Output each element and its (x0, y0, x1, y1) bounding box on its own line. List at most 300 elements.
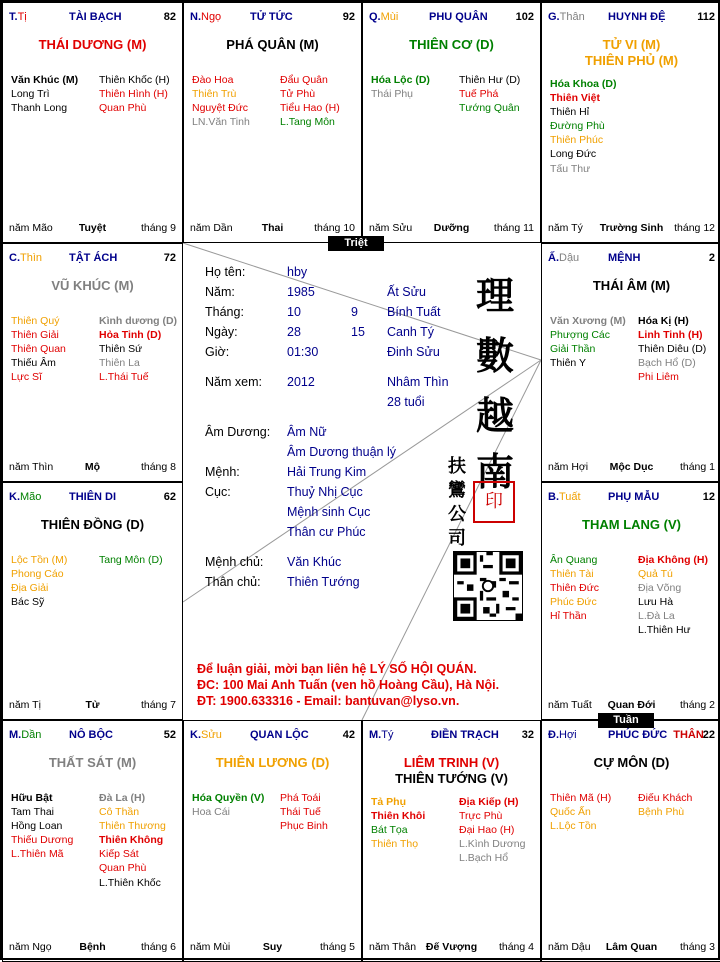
palace-header (369, 729, 534, 743)
palace-number: 42 (342, 729, 355, 741)
minor-star: Tử Phù (280, 88, 316, 101)
minor-star: Tang Môn (D) (99, 554, 163, 566)
main-star: VŨ KHÚC (M) (51, 278, 134, 293)
palace-header (9, 491, 176, 505)
main-star: THIÊN ĐỒNG (D) (40, 517, 145, 532)
star-column-left (11, 791, 73, 861)
footer-stage: Lâm Quan (605, 941, 658, 953)
palace-footer (9, 941, 176, 955)
year-solar: 1985 (287, 285, 315, 299)
star-column-left (550, 314, 626, 370)
star-column-left (550, 77, 617, 176)
palace-phúc-đức[interactable] (541, 720, 720, 962)
footer-stage: Thai (261, 222, 284, 234)
minor-star: Bát Tọa (371, 824, 408, 837)
name-label: Họ tên: (205, 265, 246, 279)
palace-huynh-đệ[interactable] (541, 2, 720, 243)
palace-tử-tức[interactable] (183, 2, 362, 243)
star-column-left (11, 314, 66, 384)
star-column-left (550, 791, 611, 833)
footer-stage: Bệnh (79, 941, 106, 953)
minor-star: L.Thiên Hư (638, 624, 691, 637)
star-column-left (192, 73, 250, 129)
minor-star: Địa Kiếp (H) (459, 796, 519, 808)
minor-star: Hỏa Tinh (D) (99, 329, 162, 342)
minor-star: Thiên Sứ (99, 343, 143, 356)
palace-number: 2 (708, 252, 715, 264)
palace-footer (190, 222, 355, 236)
minor-star: Địa Không (H) (638, 554, 708, 566)
minor-star: Đường Phù (550, 120, 605, 133)
minor-star: Thiên Phúc (550, 134, 604, 147)
minor-star: Tướng Quân (459, 102, 520, 115)
minor-star: Thiên Quý (11, 315, 60, 327)
minor-star: Văn Khúc (M) (11, 74, 79, 86)
main-star: THÁI ÂM (M) (592, 278, 671, 293)
menhchu-label: Mệnh chủ: (205, 555, 264, 569)
footer-year: năm Tuất (548, 699, 592, 711)
palace-name: TÀI BẠCH (69, 11, 122, 23)
palace-footer (369, 222, 534, 236)
branch-label: T.Tị (9, 11, 27, 23)
palace-name: PHỤ MẪU (608, 491, 660, 503)
minor-star: Hồng Loan (11, 820, 63, 833)
minor-star: Hỉ Thần (550, 610, 587, 623)
minor-star: Hoa Cái (192, 806, 230, 819)
palace-footer (9, 699, 176, 713)
contact-line-2: ĐC: 100 Mai Anh Tuấn (ven hồ Hoàng Cầu), Hà Nội. (197, 678, 500, 692)
minor-star: Thiên Tài (550, 568, 594, 581)
minor-star: Kiếp Sát (99, 848, 139, 861)
footer-month: tháng 8 (140, 461, 176, 473)
main-star: PHÁ QUÂN (M) (226, 37, 319, 52)
main-stars (3, 755, 182, 771)
minor-star: Văn Xương (M) (550, 315, 626, 327)
minor-star: Thiên Quan (11, 343, 66, 356)
palace-header (190, 11, 355, 25)
star-column-right (280, 73, 340, 129)
star-column-left (192, 791, 264, 819)
minor-star: Kình dương (D) (99, 315, 178, 327)
footer-year: năm Tị (9, 699, 41, 711)
small-calli-char: 司 (448, 528, 466, 549)
palace-header (190, 729, 355, 743)
minor-star: L.Thái Tuế (99, 371, 149, 384)
minor-star: Lực Sĩ (11, 371, 42, 384)
main-stars (363, 37, 540, 53)
minor-star: LN.Văn Tinh (192, 116, 250, 129)
footer-year: năm Ngọ (9, 941, 52, 953)
minor-star: Tuế Phá (459, 88, 499, 101)
cuc-value: Thuỷ Nhị Cục (287, 485, 363, 499)
palace-header (9, 252, 176, 266)
star-column-right (638, 314, 706, 384)
branch-label: C.Thìn (9, 252, 43, 264)
main-stars (542, 517, 720, 533)
palace-number: 112 (697, 11, 715, 23)
minor-star: Nguyệt Đức (192, 102, 249, 115)
footer-year: năm Dậu (548, 941, 591, 953)
branch-label: M.Tý (369, 729, 394, 741)
footer-year: năm Dần (190, 222, 233, 234)
palace-number: 22 (702, 729, 715, 741)
minor-star: Thiên Hỉ (550, 106, 590, 119)
small-calli-char: 扶 (448, 456, 466, 477)
minor-star: Thiên Mã (H) (550, 792, 612, 804)
palace-number: 62 (163, 491, 176, 503)
minor-star: L.Kình Dương (459, 838, 526, 851)
minor-star: Đà La (H) (99, 792, 146, 804)
minor-star: Thiên Thương (99, 820, 166, 833)
minor-star: Thiên Thọ (371, 838, 419, 851)
palace-phụ-mẫu[interactable] (541, 482, 720, 720)
palace-footer (548, 222, 715, 236)
minor-star: Thiên Hình (H) (99, 88, 168, 101)
star-column-right (638, 553, 708, 638)
minor-star: Giải Thần (550, 343, 596, 356)
palace-name: NÔ BỘC (69, 729, 113, 741)
palace-name: MỆNH (608, 252, 641, 264)
footer-month: tháng 6 (140, 941, 176, 953)
month-solar: 10 (287, 305, 301, 319)
minor-star: Linh Tinh (H) (638, 329, 703, 342)
palace-điền-trạch[interactable] (362, 720, 541, 962)
cuc-label: Cục: (205, 485, 231, 499)
footer-month: tháng 4 (498, 941, 534, 953)
day-lunar: 15 (351, 325, 365, 339)
small-calli-char: 公 (448, 504, 466, 525)
minor-star: Hóa Lộc (D) (371, 74, 430, 86)
footer-stage: Mộ (84, 461, 101, 473)
footer-month: tháng 10 (314, 222, 355, 234)
palace-footer (548, 461, 715, 475)
calligraphy-char: 越 (475, 393, 514, 438)
palace-number: 72 (163, 252, 176, 264)
minor-star: Thiên Diêu (D) (638, 343, 707, 356)
minor-star: Thiếu Âm (11, 357, 56, 370)
calligraphy-char: 南 (475, 449, 514, 494)
main-star: LIÊM TRINH (V) (403, 755, 500, 770)
minor-star: Thiên Việt (550, 92, 600, 105)
main-stars (542, 278, 720, 294)
minor-star: L.Thiên Khốc (99, 876, 161, 889)
main-star: THẤT SÁT (M) (48, 755, 137, 770)
branch-label: K.Mão (9, 491, 42, 503)
minor-star: Thiếu Dương (11, 834, 74, 847)
thanchu-label: Thân chủ: (205, 575, 261, 589)
minor-star: Địa Võng (638, 582, 682, 595)
minor-star: Phi Liêm (638, 371, 679, 384)
palace-header (548, 491, 715, 505)
footer-stage: Tử (85, 699, 100, 711)
minor-star: Thái Tuế (280, 806, 321, 819)
minor-star: Quốc Ấn (550, 806, 591, 819)
minor-star: Thiên La (99, 357, 140, 370)
main-stars (184, 755, 361, 771)
minor-star: Thiên Khốc (H) (99, 74, 170, 86)
minor-star: Phá Toái (280, 792, 321, 804)
main-star: THÁI DƯƠNG (M) (38, 37, 147, 52)
palace-tật-ách[interactable] (2, 243, 183, 482)
minor-star: Bác Sỹ (11, 596, 45, 609)
minor-star: Tiểu Hao (H) (280, 102, 340, 115)
minor-star: Tam Thai (11, 806, 54, 819)
qr-code[interactable] (453, 551, 523, 621)
minor-star: Phúc Đức (550, 596, 597, 609)
triet-marker: Triệt (328, 236, 384, 251)
star-column-right (99, 791, 166, 890)
hour-can: Đinh Sửu (387, 345, 440, 359)
amduong-label: Âm Dương: (205, 425, 271, 439)
amduong-value2: Âm Dương thuận lý (287, 445, 396, 459)
contact-line-3[interactable]: ĐT: 1900.633316 - Email: bantuvan@lyso.vn. (197, 694, 460, 708)
star-column-right (280, 791, 328, 833)
palace-footer (9, 222, 176, 236)
minor-star: Thiên Y (550, 357, 586, 370)
contact-line-1: Để luận giải, mời bạn liên hệ LÝ SỐ HỘI QUÁN. (197, 662, 477, 676)
small-calli-char: 鸞 (448, 480, 466, 501)
footer-stage: Suy (262, 941, 283, 953)
day-label: Ngày: (205, 325, 238, 339)
star-column-left (11, 553, 67, 609)
thanchu-value: Thiên Tướng (287, 575, 360, 589)
footer-year: năm Mùi (190, 941, 231, 953)
minor-star: L.Tang Môn (280, 116, 335, 129)
branch-label: Ấ.Dậu (548, 252, 580, 264)
menhchu-value: Văn Khúc (287, 555, 342, 569)
palace-name: HUYNH ĐỆ (608, 11, 666, 23)
minor-star: Thiên Khôi (371, 810, 426, 823)
star-column-right (99, 553, 163, 567)
palace-number: 12 (702, 491, 715, 503)
footer-year: năm Hợi (548, 461, 589, 473)
minor-star: Thái Phụ (371, 88, 414, 101)
view-year-label: Năm xem: (205, 375, 262, 389)
minor-star: Long Đức (550, 148, 597, 161)
footer-month: tháng 3 (679, 941, 715, 953)
minor-star: Hữu Bật (11, 792, 53, 804)
palace-name: ĐIỀN TRẠCH (431, 729, 499, 741)
footer-month: tháng 5 (319, 941, 355, 953)
footer-stage: Đế Vượng (425, 941, 478, 953)
footer-stage: Trường Sinh (599, 222, 664, 234)
footer-month: tháng 7 (140, 699, 176, 711)
palace-tài-bạch[interactable] (2, 2, 183, 243)
minor-star: Địa Giải (11, 582, 49, 595)
minor-star: Cô Thần (99, 806, 140, 819)
star-column-left (371, 795, 425, 851)
day-can: Canh Tý (387, 325, 435, 339)
menh-value: Hải Trung Kim (287, 465, 367, 479)
minor-star: Phục Binh (280, 820, 328, 833)
main-star: CỰ MÔN (D) (593, 755, 670, 770)
palace-name: QUAN LỘC (250, 729, 309, 741)
minor-star: Bạch Hổ (D) (638, 357, 696, 370)
palace-name: TỬ TỨC (250, 11, 293, 23)
footer-year: năm Mão (9, 222, 53, 234)
footer-month: tháng 11 (493, 222, 534, 234)
main-stars (542, 37, 720, 69)
palace-number: 82 (163, 11, 176, 23)
calligraphy-char: 數 (475, 333, 514, 378)
branch-label: M.Dần (9, 729, 42, 741)
age: 28 tuổi (387, 395, 425, 409)
main-star: THIÊN LƯƠNG (D) (215, 755, 330, 770)
main-star: THIÊN TƯỚNG (V) (395, 771, 508, 786)
minor-star: Điếu Khách (638, 792, 693, 804)
minor-star: Lưu Hà (638, 596, 674, 609)
minor-star: Ân Quang (550, 554, 598, 566)
minor-star: L.Bạch Hổ (459, 852, 509, 865)
main-star: THIÊN PHỦ (M) (584, 53, 679, 68)
footer-year: năm Thân (369, 941, 417, 953)
star-column-left (371, 73, 430, 101)
calligraphy-char: 理 (475, 273, 514, 318)
palace-number: 92 (342, 11, 355, 23)
minor-star: Thiên Không (99, 834, 164, 847)
red-seal: 印 (473, 481, 515, 523)
minor-star: Quả Tú (638, 568, 673, 581)
branch-label: G.Thân (548, 11, 585, 23)
star-column-right (99, 314, 177, 384)
palace-mệnh[interactable] (541, 243, 720, 482)
star-column-right (638, 791, 692, 819)
name-value: hby (287, 265, 308, 279)
minor-star: Quan Phù (99, 862, 147, 875)
palace-header (369, 11, 534, 25)
minor-star: Đại Hao (H) (459, 824, 515, 837)
palace-footer (9, 461, 176, 475)
palace-name: TẬT ÁCH (69, 252, 118, 264)
center-info-panel (183, 243, 541, 720)
palace-number: 32 (521, 729, 534, 741)
month-lunar: 9 (351, 305, 358, 319)
minor-star: Hóa Quyền (V) (192, 792, 265, 804)
palace-phu-quân[interactable] (362, 2, 541, 243)
footer-stage: Mộc Dục (609, 461, 654, 473)
palace-footer (548, 699, 715, 713)
palace-number: 52 (163, 729, 176, 741)
palace-header (9, 11, 176, 25)
palace-header (548, 11, 715, 25)
branch-label: K.Sửu (190, 729, 222, 741)
palace-footer (190, 941, 355, 955)
footer-year: năm Tý (548, 222, 583, 234)
footer-year: năm Sửu (369, 222, 413, 234)
main-stars (184, 37, 361, 53)
month-can: Bính Tuất (387, 305, 441, 319)
main-stars (542, 755, 720, 771)
main-star: THAM LANG (V) (582, 517, 681, 532)
minor-star: Quan Phù (99, 102, 147, 115)
palace-name: THIÊN DI (69, 491, 117, 503)
minor-star: Thiên Giải (11, 329, 59, 342)
main-star: TỬ VI (M) (602, 37, 661, 52)
year-can: Ất Sửu (387, 285, 426, 299)
contact-info (197, 661, 499, 709)
palace-name: PHU QUÂN (429, 11, 488, 23)
palace-header (548, 252, 715, 266)
minor-star: L.Thiên Mã (11, 848, 64, 861)
star-column-right (99, 73, 170, 115)
minor-star: L.Đà La (638, 610, 675, 623)
star-column-right (459, 73, 520, 115)
star-column-left (11, 73, 78, 115)
minor-star: Đào Hoa (192, 74, 234, 86)
branch-label: Đ.Hợi (548, 729, 577, 741)
month-label: Tháng: (205, 305, 244, 319)
minor-star: Tấu Thư (550, 162, 591, 175)
view-can: Nhâm Thìn (387, 375, 449, 389)
palace-number: 102 (515, 11, 534, 23)
palace-header (548, 729, 715, 743)
than-marker: THÂN (673, 729, 704, 741)
footer-stage: Dưỡng (433, 222, 470, 234)
branch-label: Q.Mùi (369, 11, 399, 23)
minor-star: Bệnh Phù (638, 806, 685, 819)
palace-nô-bộc[interactable] (2, 720, 183, 962)
palace-quan-lộc[interactable] (183, 720, 362, 962)
footer-month: tháng 1 (679, 461, 715, 473)
palace-footer (369, 941, 534, 955)
branch-label: N.Ngọ (190, 11, 222, 23)
minor-star: Thanh Long (11, 102, 68, 115)
view-year: 2012 (287, 375, 315, 389)
small-calligraphy (445, 455, 469, 551)
main-star: THIÊN CƠ (D) (409, 37, 494, 52)
minor-star: Đẩu Quân (280, 74, 328, 86)
cuc-value2: Mệnh sinh Cục (287, 505, 371, 519)
amduong-value: Âm Nữ (287, 425, 327, 439)
minor-star: Tả Phụ (371, 796, 407, 808)
menh-label: Mệnh: (205, 465, 240, 479)
main-stars (3, 37, 182, 53)
minor-star: Thiên Trù (192, 88, 237, 101)
main-stars (363, 755, 540, 787)
minor-star: Thiên Đức (550, 582, 600, 595)
hour-value: 01:30 (287, 345, 319, 359)
minor-star: Trực Phù (459, 810, 503, 823)
minor-star: Hóa Kị (H) (638, 315, 689, 327)
footer-year: năm Thìn (9, 461, 54, 473)
main-stars (3, 517, 182, 533)
palace-footer (548, 941, 715, 955)
minor-star: Long Trì (11, 88, 50, 101)
minor-star: L.Lộc Tồn (550, 820, 597, 833)
day-solar: 28 (287, 325, 301, 339)
hour-label: Giờ: (205, 345, 230, 359)
minor-star: Phượng Các (550, 329, 611, 342)
tuan-marker: Tuần (598, 713, 654, 728)
footer-month: tháng 2 (679, 699, 715, 711)
main-stars (3, 278, 182, 294)
palace-name: PHÚC ĐỨC THÂN (608, 729, 704, 741)
cuc-value3: Thân cư Phúc (287, 525, 366, 539)
footer-month: tháng 12 (674, 222, 715, 234)
star-column-right (459, 795, 525, 865)
footer-stage: Tuyệt (78, 222, 107, 234)
minor-star: Phong Cáo (11, 568, 64, 581)
minor-star: Hóa Khoa (D) (550, 78, 617, 90)
minor-star: Thiên Hư (D) (459, 74, 521, 86)
minor-star: Lộc Tồn (M) (11, 554, 68, 566)
branch-label: B.Tuất (548, 491, 581, 503)
footer-month: tháng 9 (140, 222, 176, 234)
palace-header (9, 729, 176, 743)
palace-thiên-di[interactable] (2, 482, 183, 720)
footer-stage: Quan Đới (607, 699, 656, 711)
star-column-left (550, 553, 599, 623)
